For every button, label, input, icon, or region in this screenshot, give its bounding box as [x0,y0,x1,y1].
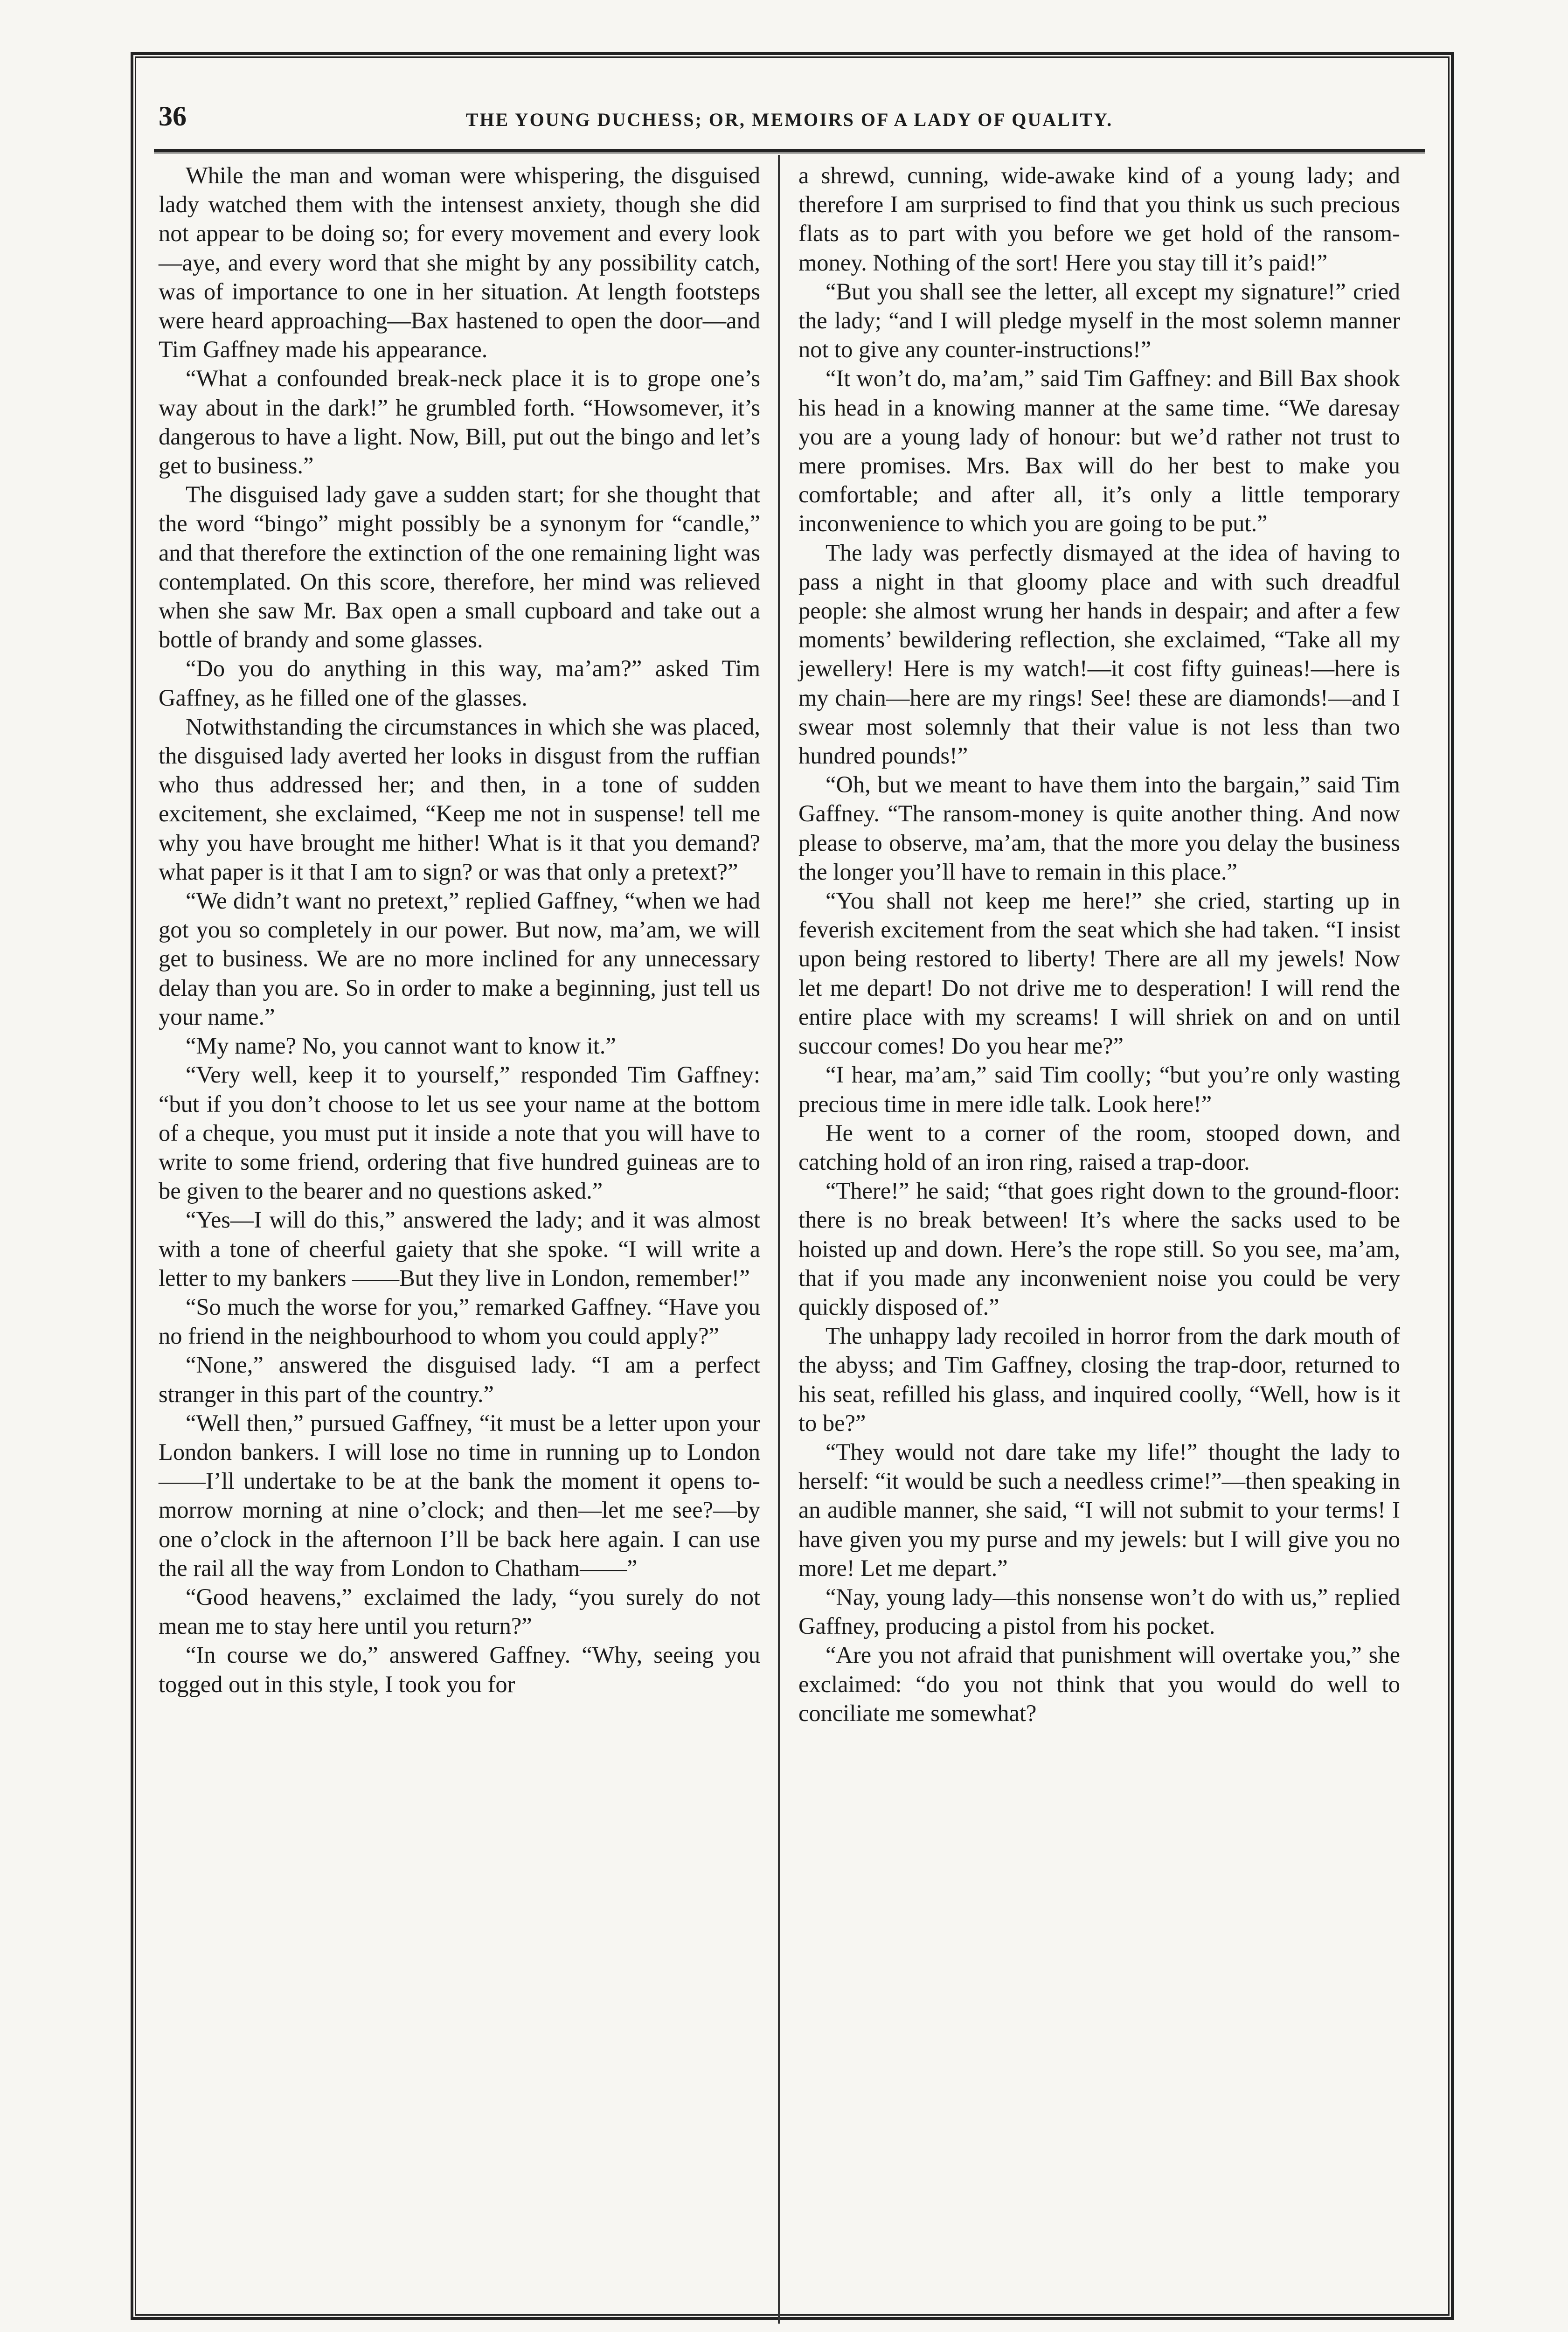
paragraph: He went to a corner of the room, stooped down, and catching hold of an iron ring, raised a trap-door. [798,1119,1400,1175]
running-head: THE YOUNG DUCHESS; OR, MEMOIRS OF A LADY OF QUALITY. [465,109,1113,130]
paragraph-continued: a shrewd, cunning, wide-awake kind of a young lady; and therefore I am surprised to find that you think us such precious flats as to part with you before we get hold of the ransom-money. Nothing of the sort! Here you stay till it’s paid!” [798,162,1400,276]
paragraph: The disguised lady gave a sudden start; for she thought that the word “bingo” might possibly be a synonym for “candle,” and that therefore the extinction of the one remaining light was contemplated. On this score, therefore, her mind was relieved when she saw Mr. Bax open a small cupboard and take out a bottle of brandy and some glasses. [159,481,760,653]
header-rule [154,149,1425,153]
paragraph: “None,” answered the disguised lady. “I am a perfect stranger in this part of the country.” [159,1352,760,1407]
paragraph: “What a confounded break-neck place it is to grope one’s way about in the dark!” he grumbled forth. “Howsomever, it’s dangerous to have a light. Now, Bill, put out the bingo and let’s get to business.” [159,365,760,479]
paragraph: “Good heavens,” exclaimed the lady, “you surely do not mean me to stay here until you return?” [159,1583,760,1639]
paragraph: “We didn’t want no pretext,” replied Gaffney, “when we had got you so completely in our power. But now, ma’am, we will get to business. We are no more inclined for any unnecessary delay than you are. So in order to make a beginning, just tell us your name.” [159,888,760,1030]
paragraph: “But you shall see the letter, all except my signature!” cried the lady; “and I will pledge myself in the most solemn manner not to give any counter-instructions!” [798,278,1400,363]
paragraph: “They would not dare take my life!” thought the lady to herself: “it would be such a needless crime!”—then speaking in an audible manner, she said, “I will not submit to your terms! I have given you my purse and my jewels: but I will give you no more! Let me depart.” [798,1438,1400,1581]
paragraph: The lady was perfectly dismayed at the idea of having to pass a night in that gloomy place and with such dreadful people: she almost wrung her hands in despair; and after a few moments’ bewildering reflection, she exclaimed, “Take all my jewellery! Here is my watch!—it cost fifty guineas!—here is my chain—here are my rings! See! these are diamonds!—and I swear most solemnly that their value is not less than two hundred pounds!” [798,539,1400,769]
paragraph: “I hear, ma’am,” said Tim coolly; “but you’re only wasting precious time in mere idle talk. Look here!” [798,1062,1400,1117]
right-column [798,161,1400,1728]
paragraph: Notwithstanding the circumstances in which she was placed, the disguised lady averted her looks in disgust from the ruffian who thus addressed her; and then, in a tone of sudden excitement, she exclaimed, “Keep me not in suspense! tell me why you have brought me hither! What is it that you demand? what paper is it that I am to sign? or was that only a pretext?” [159,713,760,885]
paragraph: “In course we do,” answered Gaffney. “Why, seeing you togged out in this style, I took you for [159,1642,760,1697]
paragraph: “Yes—I will do this,” answered the lady; and it was almost with a tone of cheerful gaiety that she spoke. “I will write a letter to my bankers ——But they live in London, remember!” [159,1207,760,1291]
column-divider [778,155,780,2324]
paragraph: “My name? No, you cannot want to know it.” [186,1033,616,1059]
paragraph: “Are you not afraid that punishment will overtake you,” she exclaimed: “do you not think that you would do well to conciliate me somewhat? [798,1642,1400,1726]
paragraph: While the man and woman were whispering, the disguised lady watched them with the intensest anxiety, though she did not appear to be doing so; for every movement and every look—aye, and every word that she might by any possibility catch, was of importance to one in her situation. At length footsteps were heard approaching—Bax hastened to open the door—and Tim Gaffney made his appearance. [159,162,760,363]
paragraph: “Oh, but we meant to have them into the bargain,” said Tim Gaffney. “The ransom-money is quite another thing. And now please to observe, ma’am, that the more you delay the business the longer you’ll have to remain in this place.” [798,771,1400,885]
paragraph: “So much the worse for you,” remarked Gaffney. “Have you no friend in the neighbourhood to whom you could apply?” [159,1293,760,1349]
paragraph: “Do you do anything in this way, ma’am?” asked Tim Gaffney, as he filled one of the glasses. [159,655,760,711]
paragraph: “Well then,” pursued Gaffney, “it must be a letter upon your London bankers. I will lose no time in running up to London——I’ll undertake to be at the bank the moment it opens to-morrow morning at nine o’clock; and then—let me see?—by one o’clock in the afternoon I’ll be back here again. I can use the rail all the way from London to Chatham——” [159,1409,760,1581]
paragraph: “Nay, young lady—this nonsense won’t do with us,” replied Gaffney, producing a pistol from his pocket. [798,1583,1400,1639]
paragraph: The unhappy lady recoiled in horror from the dark mouth of the abyss; and Tim Gaffney, closing the trap-door, returned to his seat, refilled his glass, and inquired coolly, “Well, how is it to be?” [798,1323,1400,1436]
paragraph: “Very well, keep it to yourself,” responded Tim Gaffney: “but if you don’t choose to let us see your name at the bottom of a cheque, you must put it inside a note that you will have to write to some friend, ordering that five hundred guineas are to be given to the bearer and no questions asked.” [159,1062,760,1204]
paragraph: “It won’t do, ma’am,” said Tim Gaffney: and Bill Bax shook his head in a knowing manner at the same time. “We daresay you are a young lady of honour: but we’d rather not trust to mere promises. Mrs. Bax will do her best to make you comfortable; and after all, it’s only a little temporary inconwenience to which you are going to be put.” [798,365,1400,537]
paragraph: “You shall not keep me here!” she cried, starting up in feverish excitement from the seat which she had taken. “I insist upon being restored to liberty! There are all my jewels! Now let me depart! Do not drive me to desperation! I will rend the entire place with my screams! I will shriek on and on until succour comes! Do you hear me?” [798,888,1400,1059]
page-number: 36 [159,101,187,132]
left-column [159,161,760,1699]
page-header [154,100,1425,142]
paragraph: “There!” he said; “that goes right down to the ground-floor: there is no break between! It’s where the sacks used to be hoisted up and down. Here’s the rope still. So you see, ma’am, that if you made any inconwenient noise you could be very quickly disposed of.” [798,1178,1400,1320]
